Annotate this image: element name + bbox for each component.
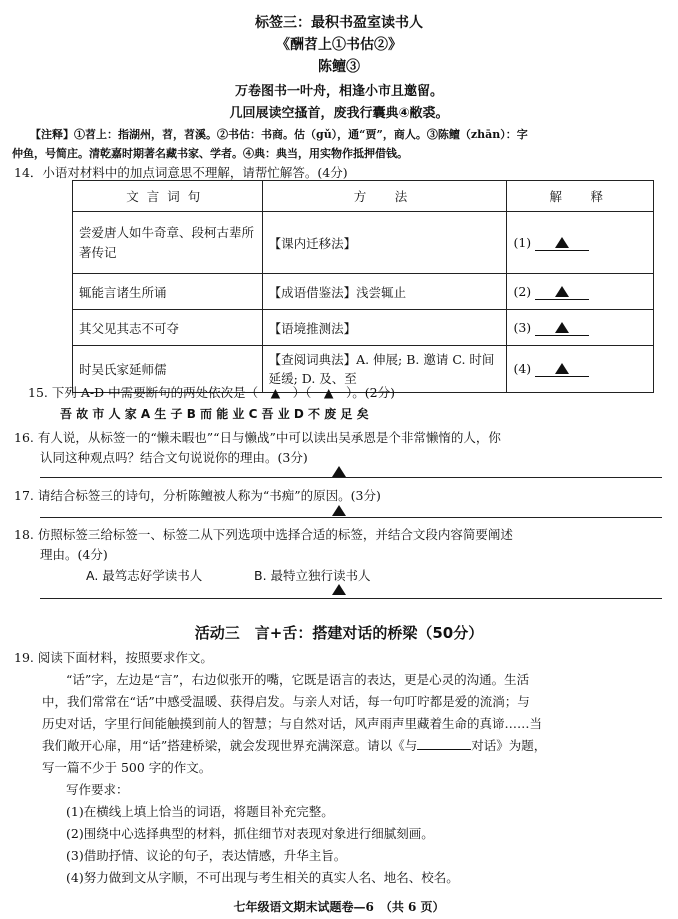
poem-title: 《酬苕上①书估②》 [276, 37, 402, 53]
triangle-icon [332, 505, 346, 516]
activity-title: 活动三 言+舌：搭建对话的桥梁（50分） [194, 624, 484, 642]
poem-author: 陈鳣③ [318, 59, 360, 75]
label3-heading: 标签三：最积书盈室读书人 [255, 15, 423, 31]
q18-answer-line[interactable] [40, 598, 662, 599]
requirement-3: (3)借助抒情、议论的句子，表达情感，升华主旨。 [66, 848, 347, 863]
table-row [73, 310, 654, 346]
note-line-1: 【注释】①苕上：指湖州，苕，苕溪。②书估：书商。估（gǔ），通“贾”，商人。③陈鳣（zhān）：字 [30, 128, 528, 141]
poem-line-2: 几回展读空搔首，废我行囊典④敝裘。 [229, 106, 449, 121]
answer-blank[interactable] [535, 284, 589, 300]
row-phrase: 其父见其志不可夺 [73, 310, 263, 346]
q19-para-4 [42, 736, 546, 754]
q19-para-2: 中，我们常常在“话”中感受温暖、获得启发。与亲人对话，每一句叮咛都是爱的流淌；与 [42, 694, 530, 709]
q15-text: 吾 故 市 人 家 A 生 子 B 而 能 业 C 吾 业 D 不 废 足 矣 [60, 407, 369, 421]
row-method: 【查阅词典法】A. 伸展; B. 邀请 C. 时间延缓; D. 及、至 [262, 346, 507, 393]
triangle-icon [555, 237, 569, 248]
q18-option-a[interactable]: A. 最笃志好学读书人 [86, 568, 203, 583]
answer-blank[interactable] [535, 235, 589, 251]
triangle-icon [555, 286, 569, 297]
row-method: 【成语借鉴法】浅尝辄止 [262, 274, 507, 310]
row-answer [507, 274, 654, 310]
q19-para-1: “话”字，左边是“言”，右边似张开的嘴，它既是语言的表达，更是心灵的沟通。生活 [66, 672, 530, 687]
row-answer [507, 310, 654, 346]
q14-table [72, 180, 654, 393]
q17-answer-marker [332, 503, 346, 518]
q18-answer-marker [332, 582, 346, 597]
q18-line-2: 理由。(4分) [40, 547, 108, 562]
answer-number: (1) [513, 234, 532, 250]
row-answer [507, 212, 654, 274]
table-header-row [73, 181, 654, 212]
page-footer: 七年级语文期末试题卷—6 （共 6 页） [233, 900, 445, 914]
answer-number: (2) [513, 283, 532, 299]
row-answer [507, 346, 654, 393]
q18-line-1: 18. 仿照标签三给标签一、标签二从下列选项中选择合适的标签，并结合文段内容简要阐述 [14, 527, 513, 542]
q19-para-4-start: 我们敞开心扉，用“话”搭建桥梁，就会发现世界充满深意。请以《与 [42, 738, 418, 753]
triangle-icon [332, 584, 346, 595]
q18-option-b[interactable]: B. 最特立独行读书人 [254, 568, 371, 583]
q16-answer-line[interactable] [40, 477, 662, 478]
q19-para-4-end: 对话》为题， [471, 738, 547, 753]
q19-para-5: 写一篇不少于 500 字的作文。 [42, 760, 212, 775]
q17-stem: 17. 请结合标签三的诗句，分析陈鳣被人称为“书痴”的原因。(3分) [14, 488, 381, 503]
answer-number: (4) [513, 361, 532, 376]
q19-stem: 19. 阅读下面材料，按照要求作文。 [14, 650, 213, 665]
row-method: 【课内迁移法】 [262, 212, 507, 274]
title-blank[interactable] [417, 749, 471, 750]
answer-number: (3) [513, 319, 532, 335]
requirement-4: (4)努力做到文从字顺，不可出现与考生相关的真实人名、地名、校名。 [66, 870, 459, 885]
q16-line-2: 认同这种观点吗？结合文句说说你的理由。(3分) [40, 450, 308, 465]
header-explain: 解 释 [507, 181, 654, 212]
q17-answer-line[interactable] [40, 517, 662, 518]
q15-stem: 15. 下列 A-D 中需要断句的两处依次是（ ▲ ）（ ▲ ）。(2分) [28, 385, 396, 400]
row-phrase: 时吴氏家延师儒 [73, 346, 263, 393]
q16-line-1: 16. 有人说，从标签一的“懒未暇也”“日与懒战”中可以读出吴承恩是个非常懒惰的人，你 [14, 430, 501, 445]
header-phrase: 文言词句 [73, 181, 263, 212]
answer-blank[interactable] [535, 320, 589, 336]
note-line-2: 仲鱼，号简庄。清乾嘉时期著名藏书家、学者。④典：典当，用实物作抵押借钱。 [12, 147, 408, 160]
requirement-1: (1)在横线上填上恰当的词语，将题目补充完整。 [66, 804, 334, 819]
triangle-icon [555, 363, 569, 374]
table-row [73, 274, 654, 310]
poem-line-1: 万卷图书一叶舟，相逢小市且邀留。 [234, 84, 443, 99]
triangle-icon [555, 322, 569, 333]
requirements-title: 写作要求： [66, 782, 129, 797]
answer-blank[interactable] [535, 361, 589, 377]
q19-para-3: 历史对话，字里行间能触摸到前人的智慧；与自然对话，风声雨声里藏着生命的真谛……当 [42, 716, 543, 731]
q14-stem: 14．小语对材料中的加点词意思不理解，请帮忙解答。(4分) [14, 165, 348, 180]
header-method: 方 法 [262, 181, 507, 212]
requirement-2: (2)围绕中心选择典型的材料，抓住细节对表现对象进行细腻刻画。 [66, 826, 434, 841]
table-row [73, 212, 654, 274]
triangle-icon [332, 466, 346, 477]
row-phrase: 尝爱唐人如牛奇章、段柯古辈所著传记 [73, 212, 263, 274]
row-method: 【语境推测法】 [262, 310, 507, 346]
row-phrase: 辄能言诸生所诵 [73, 274, 263, 310]
